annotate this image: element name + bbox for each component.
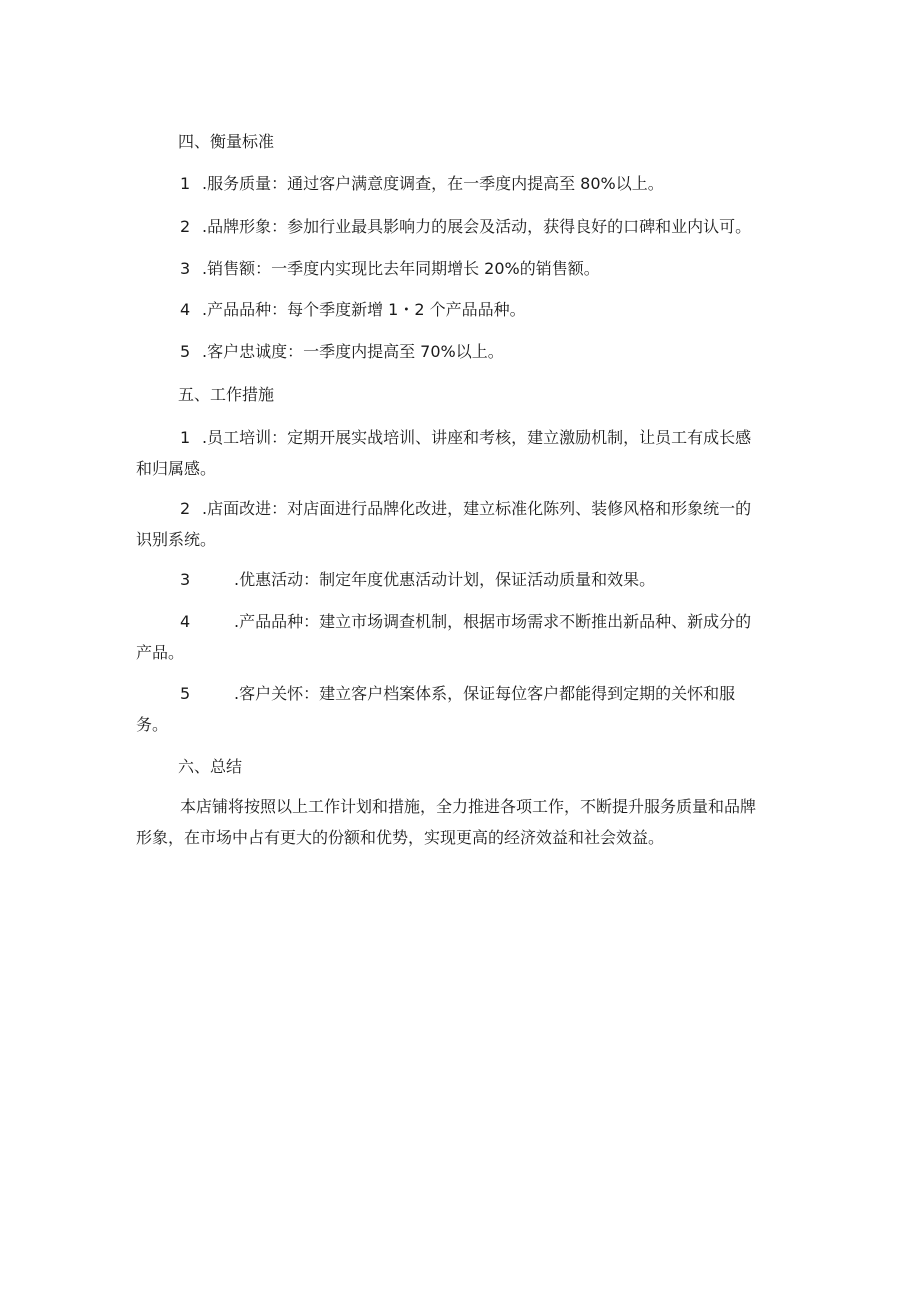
item-text: .服务质量：通过客户满意度调查，在一季度内提高至 80%以上。 [202,174,664,193]
item-text-line1: .店面改进：对店面进行品牌化改进，建立标准化陈列、装修风格和形象统一的 [202,499,752,518]
item-text-line2: 务。 [136,715,169,734]
section-heading-measurement-standards: 四、衡量标准 [178,132,275,151]
measure-item-2 [136,493,796,555]
item-text-line2: 产品。 [136,643,185,662]
measure-item-4 [136,606,796,668]
item-number: 1 [180,428,191,447]
item-text: .销售额：一季度内实现比去年同期增长 20%的销售额。 [202,259,600,278]
standard-item-4 [180,299,526,321]
measure-item-5 [136,678,796,740]
section-heading-summary: 六、总结 [178,757,243,776]
item-text-line1: .员工培训：定期开展实战培训、讲座和考核，建立激励机制，让员工有成长感 [202,428,752,447]
standard-item-5 [180,341,504,363]
item-text-line1: .产品品种：建立市场调查机制，根据市场需求不断推出新品种、新成分的 [234,612,752,631]
item-number: 3 [180,570,191,589]
item-number: 5 [180,342,191,361]
summary-line2: 形象，在市场中占有更大的份额和优势，实现更高的经济效益和社会效益。 [136,828,665,847]
standard-item-3 [180,258,600,280]
standard-item-1 [180,173,664,195]
measure-item-3 [136,564,796,595]
item-text: .产品品种：每个季度新增 1・2 个产品品种。 [202,300,526,319]
item-number: 2 [180,217,191,236]
measure-item-1 [136,422,796,484]
standard-item-2 [180,216,751,238]
item-text: .品牌形象：参加行业最具影响力的展会及活动，获得良好的口碑和业内认可。 [202,217,752,236]
item-number: 5 [180,684,191,703]
item-number: 3 [180,259,191,278]
summary-line1: 本店铺将按照以上工作计划和措施，全力推进各项工作，不断提升服务质量和品牌 [180,797,757,816]
item-text-line1: .优惠活动：制定年度优惠活动计划，保证活动质量和效果。 [234,570,656,589]
item-number: 1 [180,174,191,193]
item-text-line1: .客户关怀：建立客户档案体系，保证每位客户都能得到定期的关怀和服 [234,684,736,703]
item-text-line2: 识别系统。 [136,530,217,549]
item-number: 4 [180,300,191,319]
item-text: .客户忠诚度：一季度内提高至 70%以上。 [202,342,504,361]
section-heading-work-measures: 五、工作措施 [178,385,275,404]
item-text-line2: 和归属感。 [136,459,217,478]
summary-paragraph [136,791,796,853]
item-number: 2 [180,499,191,518]
item-number: 4 [180,612,191,631]
